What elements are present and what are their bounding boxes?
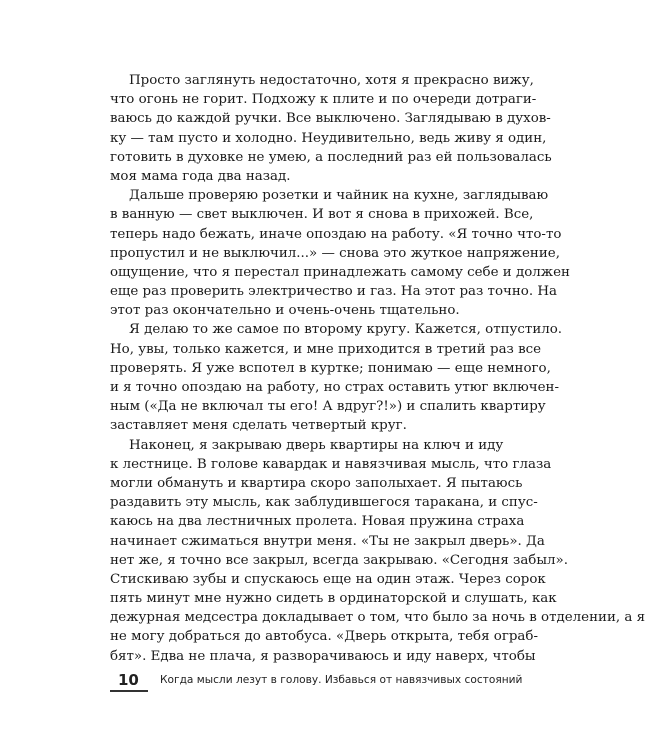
text-line: Я делаю то же самое по второму кругу. Кажется, отпустило. [129,322,563,338]
text-line: ным («Да не включал ты его! А вдруг?!») и спалить квартиру [110,399,546,415]
text-line: готовить в духовке не умею, а последний раз ей пользовалась [110,149,552,165]
text-line: пропустил и не выключил...» — снова это жуткое напряжение, [110,245,560,261]
text-line: каюсь на два лестничных пролета. Новая пружина страха [110,514,525,530]
text-line: Дальше проверяю розетки и чайник на кухне, заглядываю [129,188,549,204]
text-line: и я точно опоздаю на работу, но страх оставить утюг включен- [110,380,559,395]
text-line: Просто заглянуть недостаточно, хотя я прекрасно вижу, [129,73,534,88]
text-line: теперь надо бежать, иначе опоздаю на работу. «Я точно что-то [110,226,562,242]
text-line: раздавить эту мысль, как заблудившегося таракана, и спус- [110,495,538,511]
paragraph [110,186,570,320]
text-line: ваюсь до каждой ручки. Все выключено. Заглядываю в духов- [110,111,551,127]
text-line: заставляет меня сделать четвертый круг. [110,418,407,434]
text-line: не могу добраться до автобуса. «Дверь открыта, тебя ограб- [110,629,539,645]
text-line: дежурная медсестра докладывает о том, что было за ночь в отделении, а я [110,610,645,626]
text-line: могли обмануть и квартира скоро заполыхает. Я пытаюсь [110,475,523,491]
text-line: Но, увы, только кажется, и мне приходится в третий раз все [110,341,542,357]
paragraph [110,71,552,186]
text-line: начинает сжиматься внутри меня. «Ты не закрыл дверь». Да [110,533,545,549]
page-number-underline [110,690,148,692]
page-footer [110,671,523,693]
body-text [110,71,645,666]
text-line: еще раз проверить электричество и газ. На этот раз точно. На [110,284,558,300]
page-number: 10 [118,671,139,689]
paragraph [110,436,645,666]
text-line: бят». Едва не плача, я разворачиваюсь и иду наверх, чтобы [110,648,536,664]
text-line: нет же, я точно все закрыл, всегда закрываю. «Сегодня забыл». [110,552,568,568]
running-title: Когда мысли лезут в голову. Избавься от навязчивых состояний [160,674,523,686]
text-line: проверять. Я уже вспотел в куртке; понимаю — еще немного, [110,360,551,376]
text-line: ощущение, что я перестал принадлежать самому себе и должен [110,264,570,280]
text-line: в ванную — свет выключен. И вот я снова в прихожей. Все, [110,207,534,223]
text-line: этот раз окончательно и очень-очень тщательно. [110,303,460,319]
text-line: к лестнице. В голове кавардак и навязчивая мысль, что глаза [110,456,552,472]
paragraph [110,320,563,435]
text-line: Стискиваю зубы и спускаюсь еще на один этаж. Через сорок [110,571,546,587]
text-line: пять минут мне нужно сидеть в ординаторской и слушать, как [110,591,557,607]
text-line: Наконец, я закрываю дверь квартиры на ключ и иду [129,437,504,453]
text-line: ку — там пусто и холодно. Неудивительно, ведь живу я один, [110,130,547,146]
text-line: моя мама года два назад. [110,168,291,184]
text-line: что огонь не горит. Подхожу к плите и по очереди дотраги- [110,92,537,108]
